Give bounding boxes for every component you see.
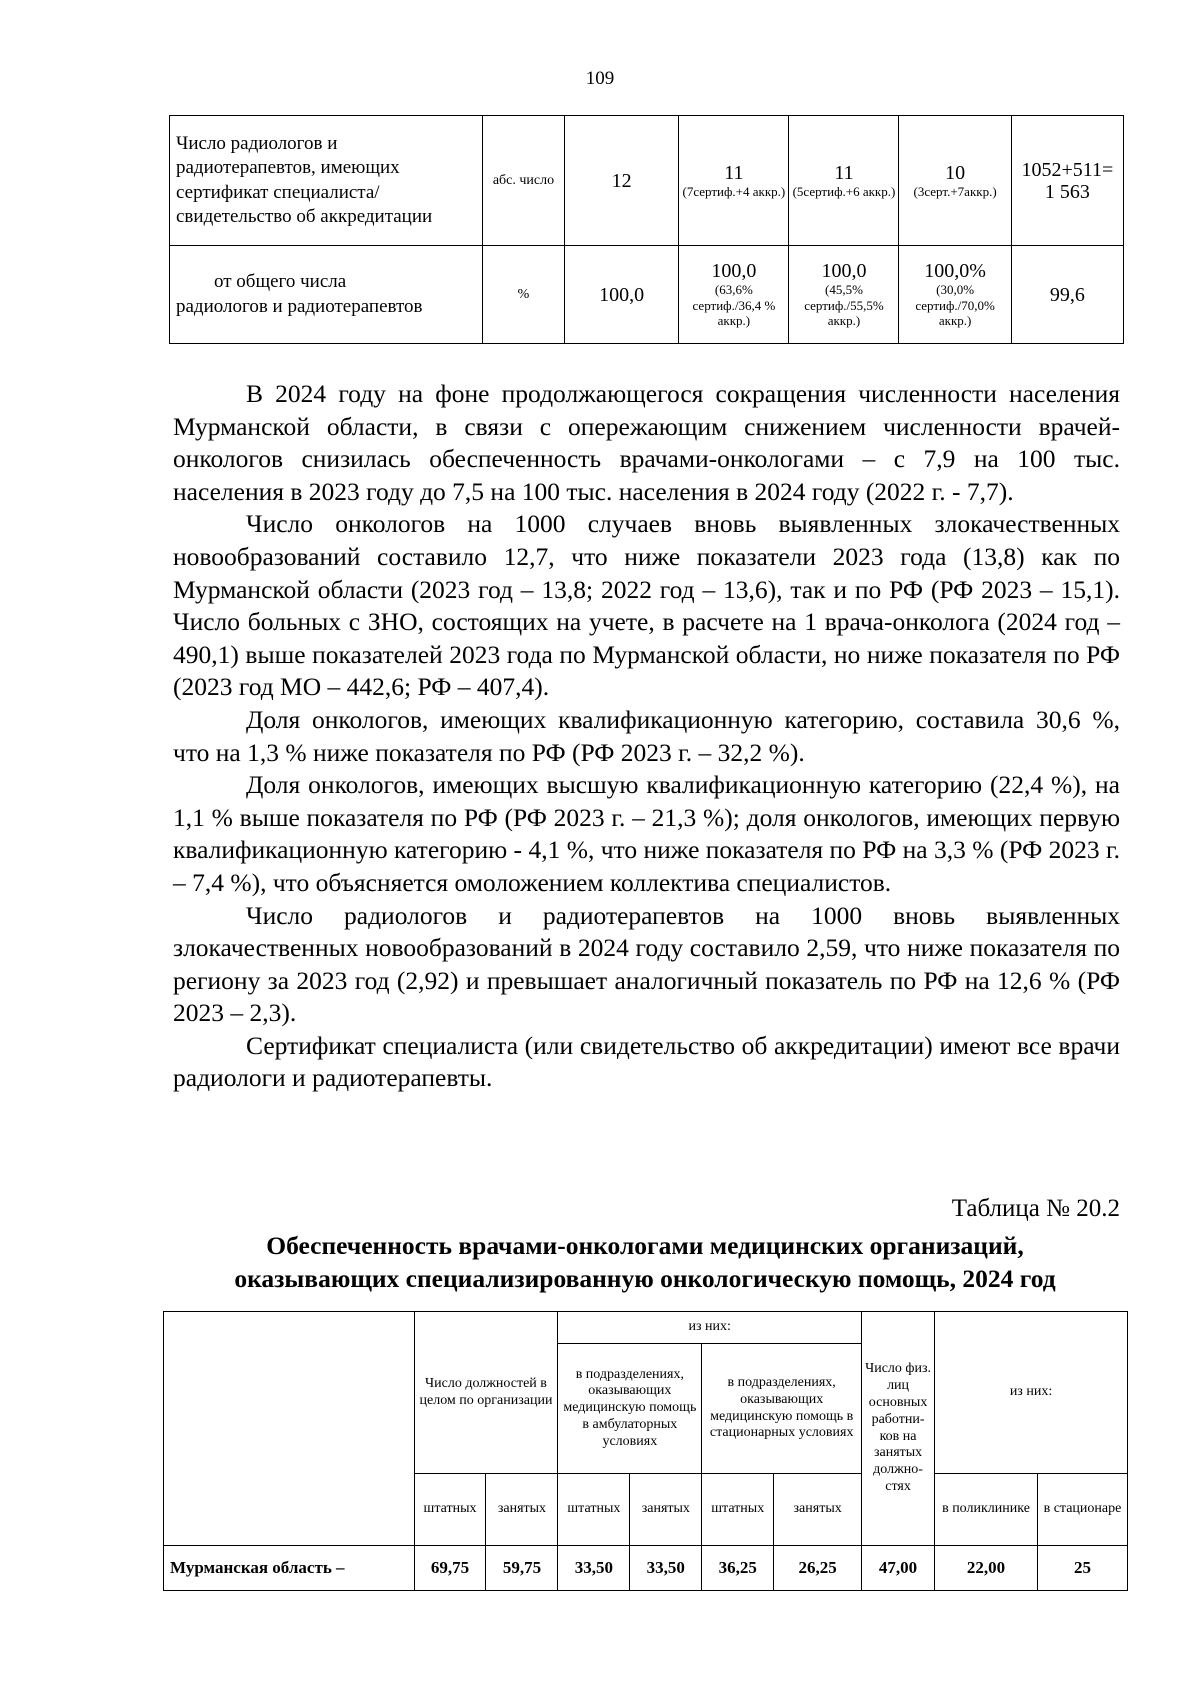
header-staff: штатных [414, 1474, 486, 1546]
header-inpatient: в подразделениях, оказывающих медицинскую помощь в стационарных условиях [702, 1344, 862, 1474]
staffing-table-top [169, 115, 1124, 344]
header-blank [164, 1312, 415, 1546]
value-cell: 22,00 [935, 1546, 1038, 1591]
value-cell: 26,25 [774, 1546, 862, 1591]
header-staff: штатных [702, 1474, 774, 1546]
table-row [170, 116, 1124, 246]
unit-cell: % [482, 246, 564, 344]
region-cell: Мурманская область – [164, 1546, 415, 1591]
value-cell: 36,25 [702, 1546, 774, 1591]
header-ambulatory: в подразделениях, оказывающих медицинскую помощь в амбулаторных условиях [558, 1344, 702, 1474]
value-cell: 1052+511= 1 563 [1011, 116, 1123, 246]
value-cell: 100,0% (30,0% сертиф./70,0% аккр.) [899, 246, 1011, 344]
header-occupied: занятых [774, 1474, 862, 1546]
header-hospital: в стационаре [1037, 1474, 1127, 1546]
table-row [164, 1546, 1128, 1591]
header-of-them-2: из них: [935, 1312, 1128, 1474]
value-cell: 100,0 (45,5% сертиф./55,5% аккр.) [789, 246, 899, 344]
row-label: от общего числа радиологов и радиотерапевтов [170, 246, 483, 344]
value-cell: 12 [564, 116, 678, 246]
value-cell: 33,50 [558, 1546, 630, 1591]
value-cell: 99,6 [1011, 246, 1123, 344]
value-cell: 25 [1037, 1546, 1127, 1591]
paragraph: Число онкологов на 1000 случаев вновь выявленных злокачественных новообразований составило 12,7, что ниже показатели 2023 года (13,8) как по Мурманской области (2023 год – 13,8; 2022 год – 13,6), так и по РФ (РФ 2023 – 15,1). Число больных с ЗНО, состоящих на учете, в расчете на 1 врача-онколога (2024 год – 490,1) выше показателей 2023 года по Мурманской области, но ниже показателя по РФ (2023 год МО – 442,6; РФ – 407,4). [173, 509, 1120, 702]
header-positions: Число должностей в целом по организации [414, 1312, 558, 1474]
unit-cell: абс. число [482, 116, 564, 246]
oncologists-table [163, 1311, 1128, 1591]
table-row [170, 246, 1124, 344]
paragraph: Число радиологов и радиотерапевтов на 1000 вновь выявленных злокачественных новообразований в 2024 году составило 2,59, что ниже показателя по региону за 2023 год (2,92) и превышает аналогичный показатель по РФ на 12,6 % (РФ 2023 – 2,3). [173, 900, 1120, 1028]
header-persons: Число физ. лиц основных работни-ков на занятых должно-стях [862, 1312, 935, 1546]
table-title: Обеспеченность врачами-онкологами медицинских организаций, оказывающих специализированную онкологическую помощь, 2024 год [234, 1231, 1056, 1293]
header-occupied: занятых [630, 1474, 702, 1546]
paragraph: Сертификат специалиста (или свидетельство об аккредитации) имеют все врачи радиологи и радиотерапевты. [173, 1030, 1120, 1093]
header-staff: штатных [558, 1474, 630, 1546]
value-cell: 47,00 [862, 1546, 935, 1591]
value-cell: 33,50 [630, 1546, 702, 1591]
row-label: Число радиологов и радиотерапевтов, имеющих сертификат специалиста/свидетельство об аккредитации [170, 116, 483, 246]
header-of-them: из них: [558, 1312, 862, 1344]
body-text [173, 378, 1120, 1095]
page-number: 109 [585, 68, 615, 89]
table-number: Таблица № 20.2 [951, 1195, 1120, 1222]
value-cell: 100,0 (63,6% сертиф./36,4 % аккр.) [679, 246, 789, 344]
value-cell: 100,0 [564, 246, 678, 344]
value-cell: 11 (5сертиф.+6 аккр.) [789, 116, 899, 246]
header-clinic: в поликлинике [935, 1474, 1038, 1546]
header-occupied: занятых [486, 1474, 558, 1546]
paragraph: Доля онкологов, имеющих квалификационную категорию, составила 30,6 %, что на 1,3 % ниже показателя по РФ (РФ 2023 г. – 32,2 %). [173, 704, 1120, 767]
value-cell: 11 (7сертиф.+4 аккр.) [679, 116, 789, 246]
value-cell: 10 (3серт.+7аккр.) [899, 116, 1011, 246]
value-cell: 69,75 [414, 1546, 486, 1591]
paragraph: В 2024 году на фоне продолжающегося сокращения численности населения Мурманской области, в связи с опережающим снижением численности врачей-онкологов снизилась обеспеченность врачами-онкологами – с 7,9 на 100 тыс. населения в 2023 году до 7,5 на 100 тыс. населения в 2024 году (2022 г. - 7,7). [173, 379, 1120, 506]
paragraph: Доля онкологов, имеющих высшую квалификационную категорию (22,4 %), на 1,1 % выше показателя по РФ (РФ 2023 г. – 21,3 %); доля онкологов, имеющих первую квалификационную категорию - 4,1 %, что ниже показателя по РФ на 3,3 % (РФ 2023 г. – 7,4 %), что объясняется омоложением коллектива специалистов. [173, 770, 1120, 897]
value-cell: 59,75 [486, 1546, 558, 1591]
